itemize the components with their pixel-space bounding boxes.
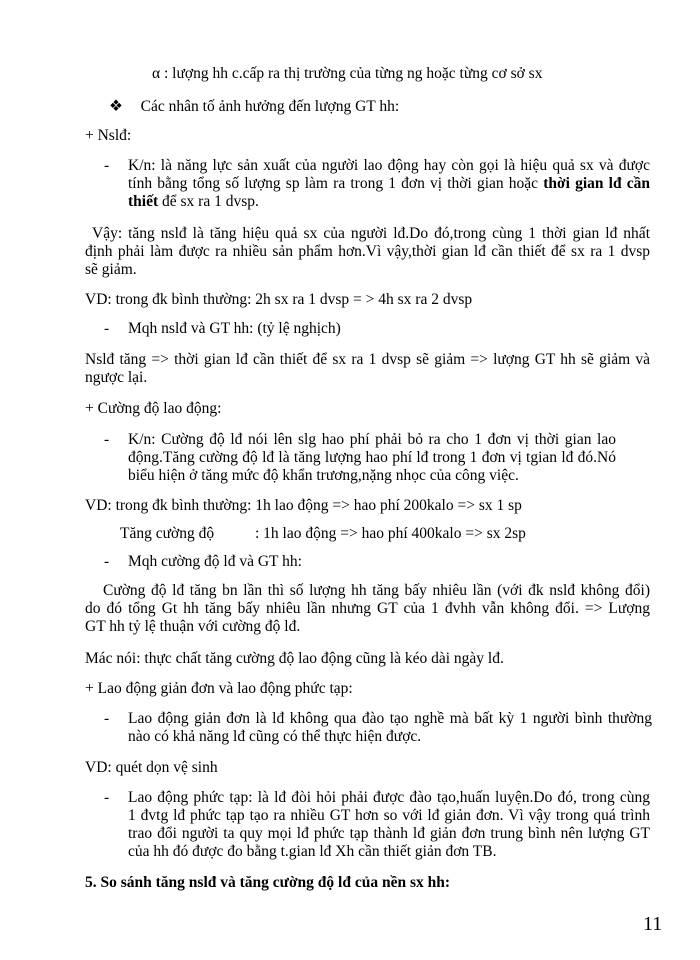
dash-bullet: - bbox=[104, 157, 110, 174]
conclusion-line-3: sẽ giảm. bbox=[85, 261, 137, 278]
example-3: VD: quét dọn vệ sinh bbox=[85, 759, 218, 776]
factors-heading-text: Các nhân tố ảnh hưởng đến lượng GT hh: bbox=[140, 98, 400, 115]
factors-heading bbox=[109, 98, 399, 116]
alpha-definition-line: α : lượng hh c.cấp ra thị trường của từng ng hoặc từng cơ sở sx bbox=[152, 65, 543, 82]
marx-quote: Mác nói: thực chất tăng cường độ lao động cũng là kéo dài ngày lđ. bbox=[85, 650, 504, 667]
dash-bullet: - bbox=[104, 553, 110, 570]
example-2: VD: trong đk bình thường: 1h lao động => hao phí 200kalo => sx 1 sp bbox=[85, 497, 522, 514]
complex-labor-line-4: của hh đó được đo bằng t.gian lđ Xh cần thiết giản đơn TB. bbox=[128, 843, 497, 860]
page-number: 11 bbox=[643, 913, 663, 935]
example-1: VD: trong đk bình thường: 2h sx ra 1 dvsp = > 4h sx ra 2 dvsp bbox=[85, 291, 473, 308]
simple-labor-line-2: nào có khả năng lđ cũng có thể thực hiện được. bbox=[128, 728, 422, 745]
dash-bullet: - bbox=[104, 710, 110, 727]
complex-labor-line-1: Lao động phức tạp: là lđ đòi hỏi phải được đào tạo,huấn luyện.Do đó, trong cùng bbox=[128, 789, 650, 806]
dash-bullet: - bbox=[104, 431, 110, 448]
dash-bullet: - bbox=[104, 789, 110, 806]
intensity-heading: + Cường độ lao động: bbox=[85, 400, 222, 417]
section-5-title: 5. So sánh tăng nslđ và tăng cường độ lđ của nền sx hh: bbox=[85, 874, 451, 891]
nsld-concept-line-1: K/n: là năng lực sản xuất của người lao động hay còn gọi là hiệu quả sx và được bbox=[128, 157, 650, 174]
conclusion-line-1: Vậy: tăng nslđ là tăng hiệu quả sx của người lđ.Do đó,trong cùng 1 thời gian lđ nhất bbox=[92, 225, 650, 242]
example-2b-text: : 1h lao động => hao phí 400kalo => sx 2sp bbox=[255, 525, 526, 542]
simple-labor-line-1: Lao động giản đơn là lđ không qua đào tạo nghề mà bất kỳ 1 người bình thường bbox=[128, 710, 652, 727]
diamond-bullet-icon: ❖ bbox=[109, 98, 123, 115]
nsld-concept-text: tính bằng tổng số lượng sp làm ra trong 1 đơn vị thời gian hoặc bbox=[128, 175, 544, 192]
nsld-concept-line-3 bbox=[128, 193, 259, 211]
intensity-concept-line-1: K/n: Cường độ lđ nói lên slg hao phí phải bỏ ra cho 1 đơn vị thời gian lao bbox=[128, 431, 616, 448]
nsld-increase-line-2: ngược lại. bbox=[85, 369, 148, 386]
intensity-concept-line-2: động.Tăng cường độ lđ là tăng lượng hao phí lđ trong 1 đơn vị tgian lđ đó.Nó bbox=[128, 449, 616, 466]
intensity-concept-line-3: biểu hiện ở tăng mức độ khẩn trương,nặng nhọc của công việc. bbox=[128, 467, 519, 484]
nsld-concept-bold-2: thiết bbox=[128, 193, 159, 210]
nsld-concept-line-2 bbox=[128, 175, 650, 193]
conclusion-line-2: định phải làm được ra nhiều sản phẩm hơn.Vì vậy,thời gian lđ cần thiết để sx ra 1 dvsp bbox=[85, 243, 650, 260]
intensity-relation: Mqh cường độ lđ và GT hh: bbox=[128, 553, 302, 570]
nsld-concept-bold: thời gian lđ cần bbox=[543, 175, 650, 192]
nsld-relation: Mqh nslđ và GT hh: (tỷ lệ nghịch) bbox=[128, 320, 341, 337]
section-5-heading bbox=[85, 874, 450, 892]
intensity-para-line-1: Cường độ lđ tăng bn lần thì số lượng hh tăng bấy nhiêu lần (với đk nslđ không đổi) bbox=[103, 582, 650, 599]
dash-bullet: - bbox=[104, 320, 110, 337]
intensity-para-line-2: do đó tổng Gt hh tăng bấy nhiêu lần nhưng GT của 1 đvhh vẫn không đổi. => Lượng bbox=[85, 600, 650, 617]
nsld-concept-end: để sx ra 1 dvsp. bbox=[158, 193, 259, 210]
complex-labor-line-2: 1 đvtg lđ phức tạp tạo ra nhiều GT hơn so với lđ giản đơn. Vì vậy trong quá trình bbox=[128, 807, 650, 824]
complex-labor-line-3: trao đổi người ta quy mọi lđ phức tạp thành lđ giản đơn trung bình nên lượng GT bbox=[128, 825, 650, 842]
example-2b-label: Tăng cường độ bbox=[120, 525, 215, 542]
intensity-para-line-3: GT hh tỷ lệ thuận với cường độ lđ. bbox=[85, 618, 301, 635]
labor-types-heading: + Lao động giản đơn và lao động phức tạp: bbox=[85, 680, 353, 697]
nsld-increase-line-1: Nslđ tăng => thời gian lđ cần thiết để sx ra 1 dvsp sẽ giảm => lượng GT hh sẽ giảm và bbox=[85, 351, 650, 368]
nsld-heading: + Nslđ: bbox=[85, 127, 132, 144]
